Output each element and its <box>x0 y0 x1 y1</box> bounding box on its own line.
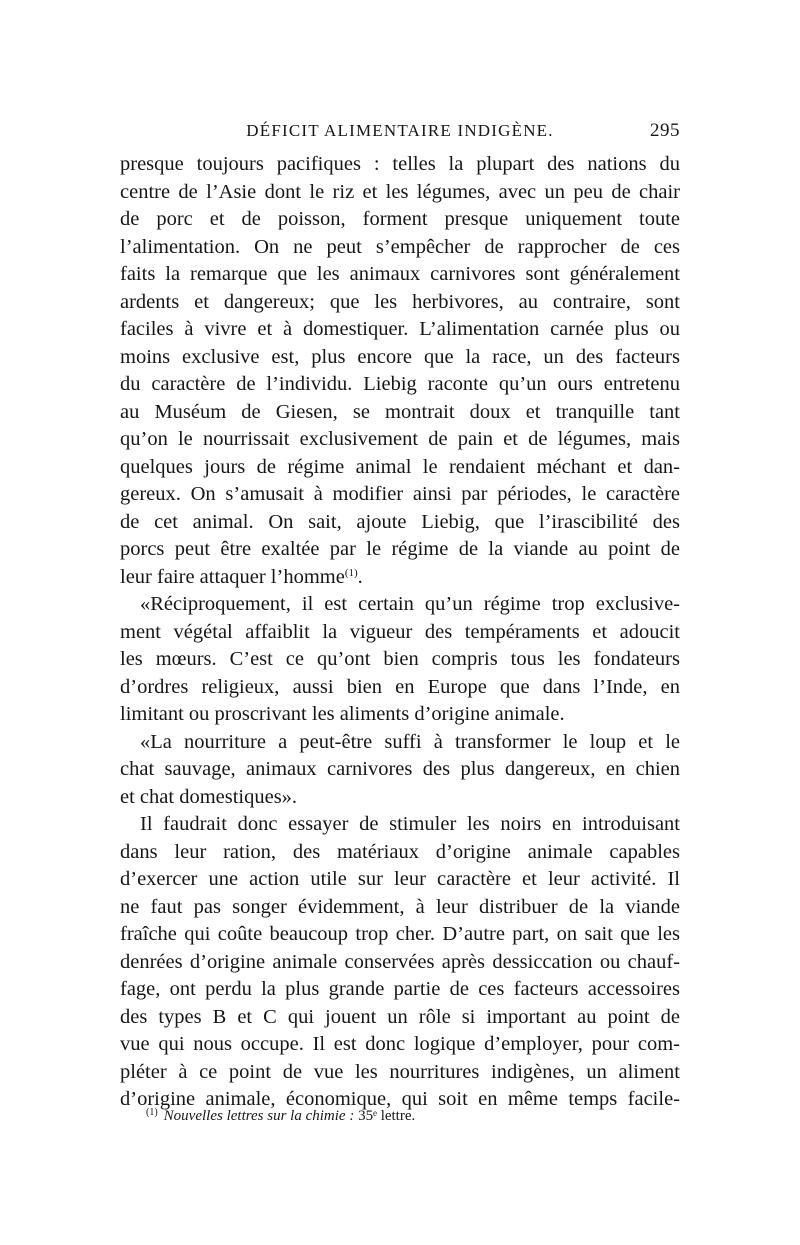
text-line: «La nourriture a peut-être suffi à transformer le loup et le <box>140 730 680 753</box>
paragraph-1 <box>120 151 680 591</box>
text-line: et chat domestiques». <box>120 785 298 808</box>
text-line: porcs peut être exaltée par le régime de la viande au point de <box>120 538 680 560</box>
text-line: Il faudrait donc essayer de stimuler les noirs en introduisant <box>140 813 680 835</box>
text-line-content: leur faire attaquer l’homme <box>120 565 345 588</box>
text-line-with-note <box>120 564 680 592</box>
text-line: d’exercer une action utile sur leur caractère et leur activité. Il <box>120 868 680 890</box>
running-title: DÉFICIT ALIMENTAIRE INDIGÈNE. <box>246 121 554 140</box>
paragraph-2 <box>120 591 680 729</box>
text-line: ardents et dangereux; que les herbivores, au contraire, sont <box>120 290 680 313</box>
text-line: chat sauvage, animaux carnivores des plus dangereux, en chien <box>120 758 680 780</box>
text-line: des types B et C qui jouent un rôle si important au point de <box>120 1005 680 1028</box>
text-line: de cet animal. On sait, ajoute Liebig, que l’irascibilité des <box>120 510 680 533</box>
sentence-end: . <box>357 565 363 588</box>
text-line: de porc et de poisson, forment presque uniquement toute <box>120 208 680 230</box>
footnote-mark: (1) <box>146 1107 158 1118</box>
text-line: du caractère de l’individu. Liebig raconte qu’un ours entretenu <box>120 373 680 395</box>
text-line: limitant ou proscrivant les aliments d’origine animale. <box>120 703 565 725</box>
running-head <box>120 116 680 146</box>
text-line: fage, ont perdu la plus grande partie de ces facteurs accessoires <box>120 978 680 1000</box>
paragraph-3 <box>120 729 680 812</box>
text-line: au Muséum de Giesen, se montrait doux et tranquille tant <box>120 400 680 423</box>
text-line: «Réciproquement, il est certain qu’un régime trop exclusive- <box>140 593 680 615</box>
text-line: ne faut pas songer évidemment, à leur distribuer de la viande <box>120 895 680 918</box>
text-line: ment végétal affaiblit la vigueur des tempéraments et adoucit <box>120 620 680 643</box>
text-line: moins exclusive est, plus encore que la race, un des facteurs <box>120 345 680 368</box>
text-line: denrées d’origine animale conservées après dessiccation ou chauf- <box>120 950 680 973</box>
text-line: d’origine animale, économique, qui soit en même temps facile- <box>120 1088 680 1110</box>
footnote-reference: (1) <box>344 566 358 579</box>
text-line: qu’on le nourrissait exclusivement de pain et de légumes, mais <box>120 428 680 450</box>
page-number: 295 <box>650 120 680 141</box>
text-line: centre de l’Asie dont le riz et les légumes, avec un peu de chair <box>120 180 680 203</box>
paragraph-4 <box>120 811 680 1114</box>
text-line: faits la remarque que les animaux carnivores sont généralement <box>120 263 680 285</box>
footnote-reference-text: 35ᵉ lettre. <box>358 1108 416 1124</box>
text-line: pléter à ce point de vue les nourritures indigènes, un aliment <box>120 1060 680 1083</box>
text-line: fraîche qui coûte beaucoup trop cher. D’autre part, on sait que les <box>120 923 680 945</box>
text-line: faciles à vivre et à domestiquer. L’alimentation carnée plus ou <box>120 318 680 340</box>
text-line: gereux. On s’amusait à modifier ainsi par périodes, le caractère <box>120 483 680 505</box>
text-line: vue qui nous occupe. Il est donc logique d’employer, pour com- <box>120 1033 680 1055</box>
footnote <box>146 1101 686 1128</box>
body-text <box>120 151 680 1114</box>
footnote-title: Nouvelles lettres sur la chimie : <box>163 1108 355 1124</box>
text-line: presque toujours pacifiques : telles la plupart des nations du <box>120 153 680 175</box>
text-line: l’alimentation. On ne peut s’empêcher de rapprocher de ces <box>120 235 680 258</box>
text-line: quelques jours de régime animal le rendaient méchant et dan- <box>120 455 680 478</box>
text-line: dans leur ration, des matériaux d’origine animale capables <box>120 840 680 863</box>
text-line: les mœurs. C’est ce qu’ont bien compris tous les fondateurs <box>120 648 680 670</box>
text-line: d’ordres religieux, aussi bien en Europe que dans l’Inde, en <box>120 675 680 698</box>
